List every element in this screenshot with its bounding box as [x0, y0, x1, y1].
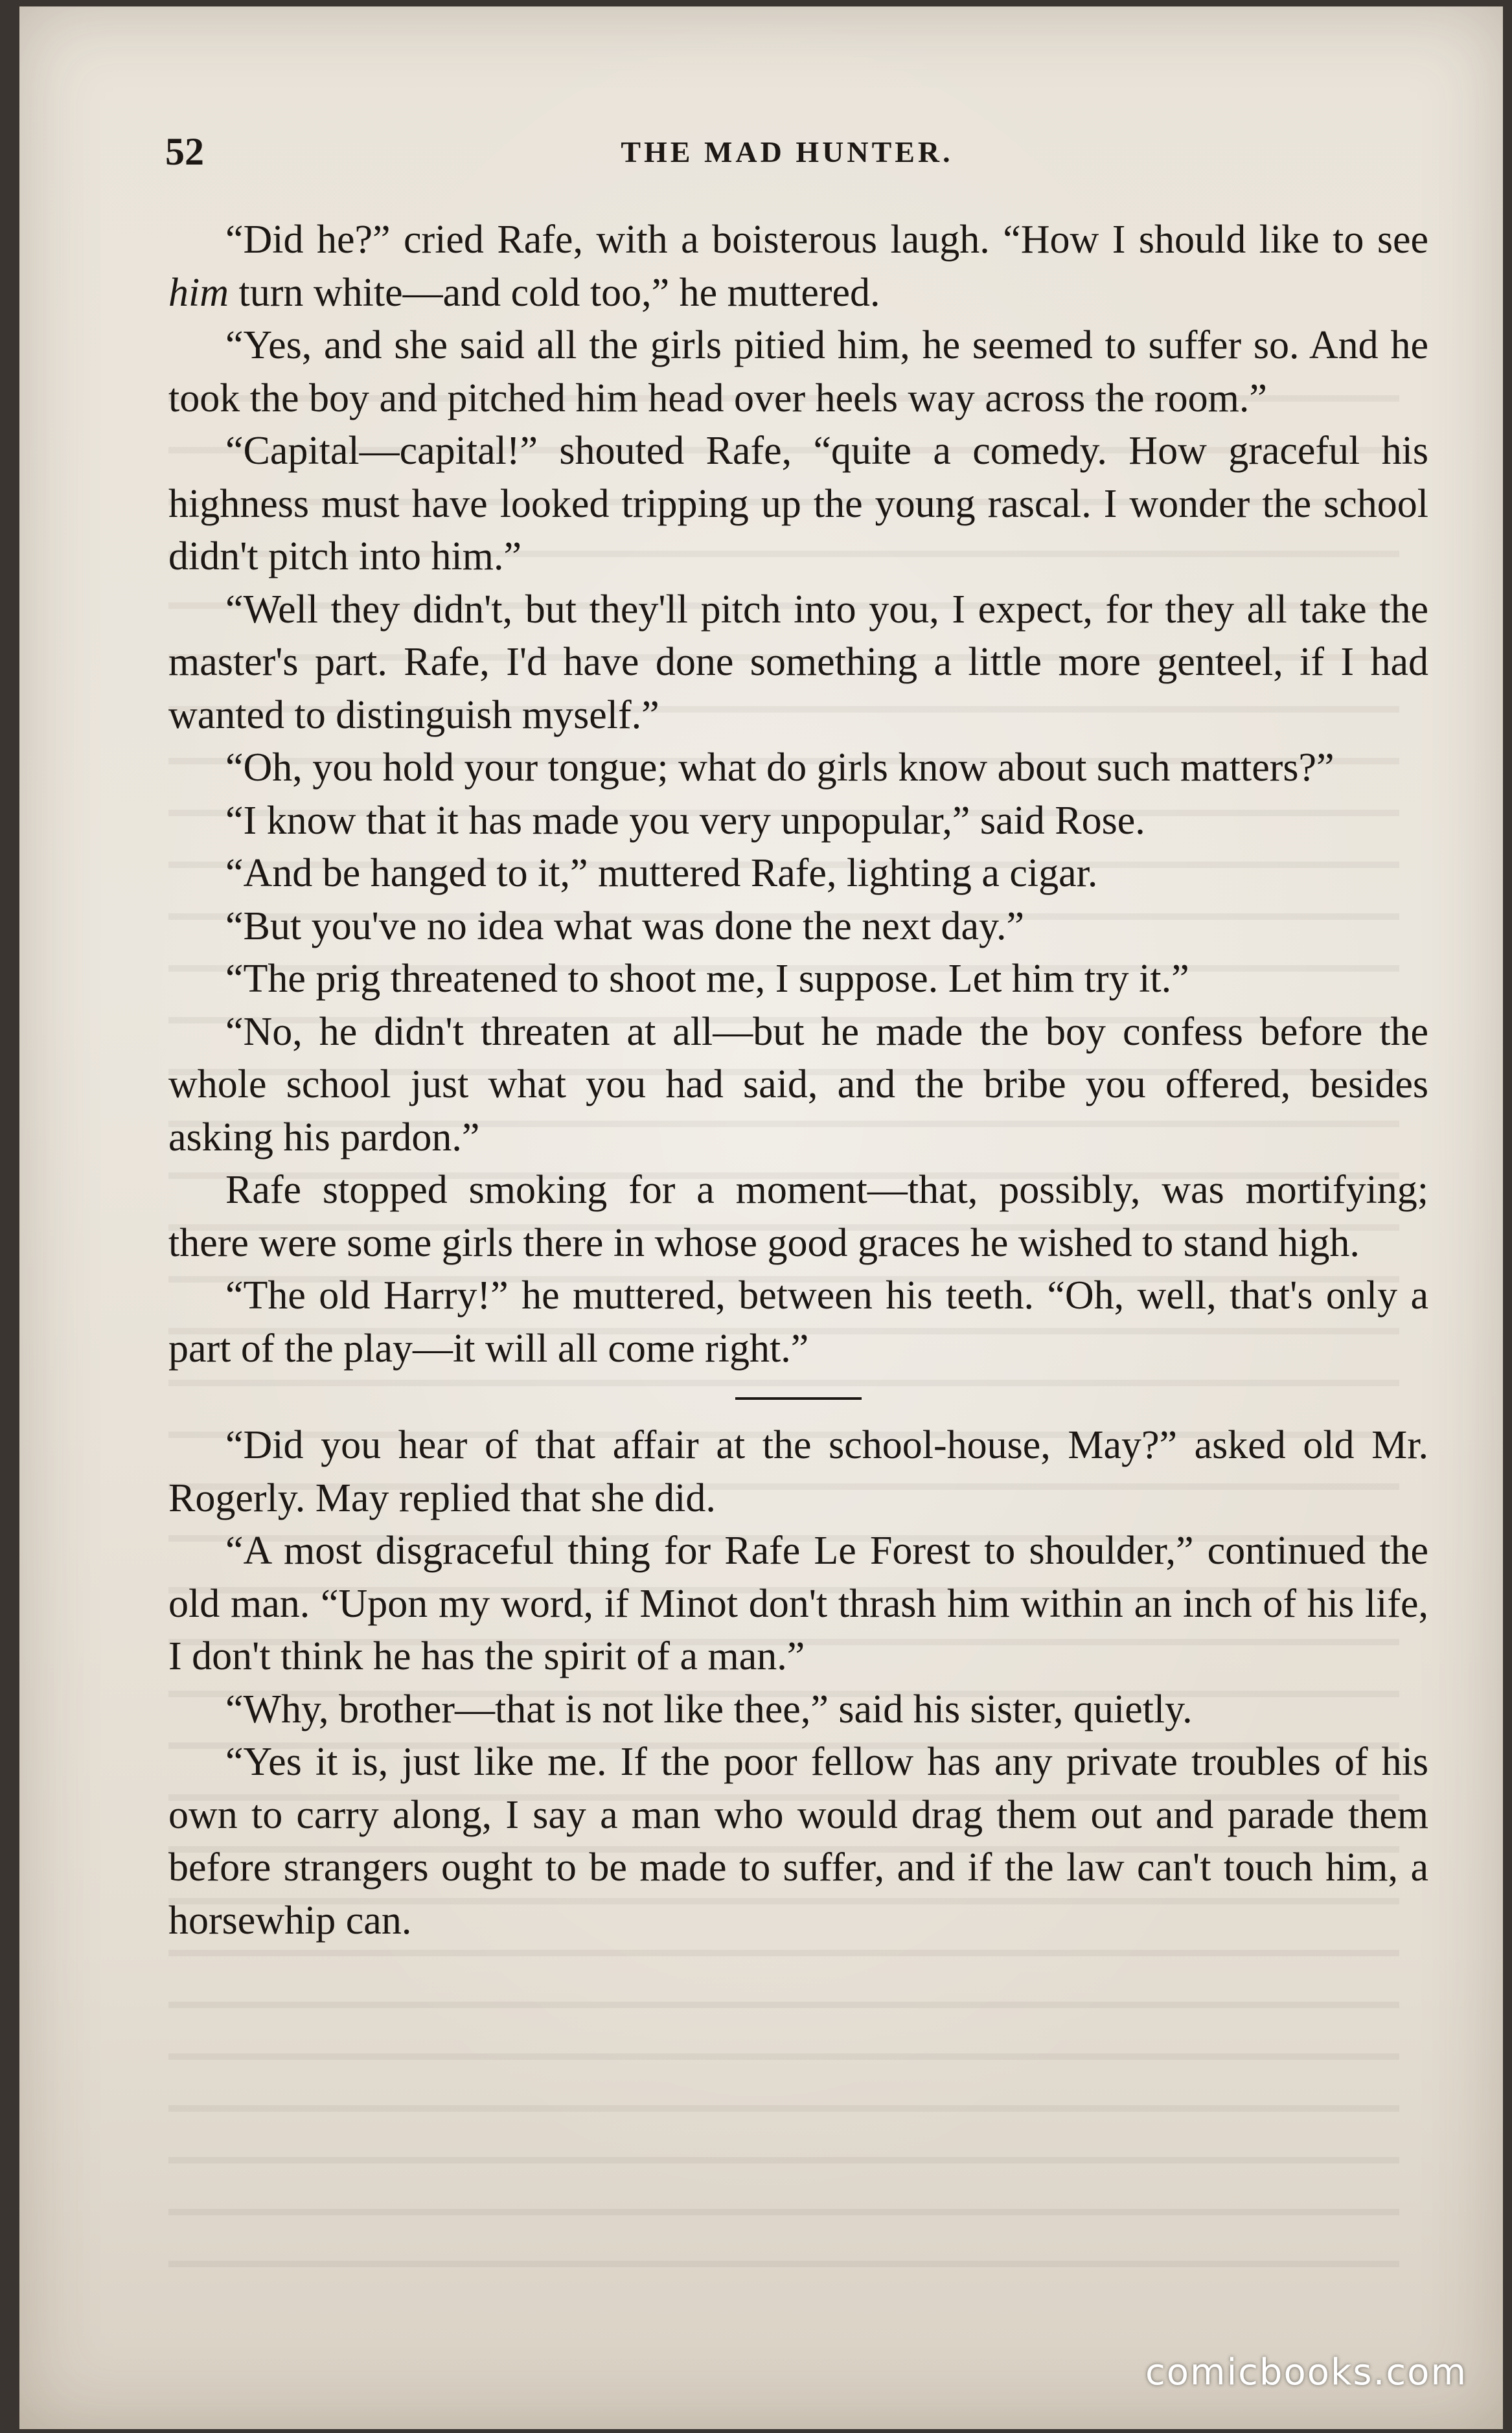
page-header: [146, 130, 1428, 181]
paragraph: “A most disgraceful thing for Rafe Le Forest to shoulder,” continued the old man. “Upon my word, if Minot don't thrash him within an inch of his life, I don't think he has the spirit of a man.”: [168, 1529, 1428, 1678]
paragraph: “Yes it is, just like me. If the poor fellow has any private troubles of his own to carry along, I say a man who would drag them out and parade them before strangers ought to be made to suffer, and if the law can't touch him, a horsewhip can.: [168, 1740, 1428, 1943]
paragraph: “Capital—capital!” shouted Rafe, “quite a comedy. How graceful his highness must have looked tripping up the young rascal. I wonder the school didn't pitch into him.”: [168, 429, 1428, 578]
paragraph: “The old Harry!” he muttered, between his teeth. “Oh, well, that's only a part of the play—it will all come right.”: [168, 1274, 1428, 1371]
watermark: comicbooks.com: [1145, 2351, 1467, 2393]
paragraph: “Yes, and she said all the girls pitied him, he seemed to suffer so. And he took the boy and pitched him head over heels way across the room.”: [168, 323, 1428, 420]
paragraph: “The prig threatened to shoot me, I suppose. Let him try it.”: [225, 957, 1189, 1001]
paragraph: Rafe stopped smoking for a moment—that, possibly, was mortifying; there were some girls there in whose good graces he wished to stand high.: [168, 1168, 1428, 1265]
paragraph: “Why, brother—that is not like thee,” said his sister, quietly.: [225, 1687, 1193, 1731]
paragraph: “Did he?” cried Rafe, with a boisterous laugh. “How I should like to see him turn white—and cold too,” he muttered.: [168, 218, 1428, 315]
page-number: 52: [165, 130, 204, 173]
section-divider: [735, 1397, 862, 1400]
emphasis: him: [168, 270, 229, 315]
paragraph: “But you've no idea what was done the next day.”: [225, 904, 1025, 948]
paragraph: “Well they didn't, but they'll pitch into you, I expect, for they all take the master's part. Rafe, I'd have done something a little more genteel, if I had wanted to distinguish myself.”: [168, 587, 1428, 737]
paragraph: “No, he didn't threaten at all—but he made the boy confess before the whole school just what you had said, and the bribe you offered, besides asking his pardon.”: [168, 1009, 1428, 1159]
paragraph: “Did you hear of that affair at the school-house, May?” asked old Mr. Rogerly. May replied that she did.: [168, 1423, 1428, 1520]
body-text: [168, 214, 1428, 1947]
book-page: [19, 6, 1503, 2429]
running-title: THE MAD HUNTER.: [621, 135, 954, 168]
paragraph: “I know that it has made you very unpopular,” said Rose.: [225, 798, 1145, 843]
paragraph: “And be hanged to it,” muttered Rafe, lighting a cigar.: [225, 851, 1098, 895]
paragraph: “Oh, you hold your tongue; what do girls know about such matters?”: [225, 746, 1334, 790]
